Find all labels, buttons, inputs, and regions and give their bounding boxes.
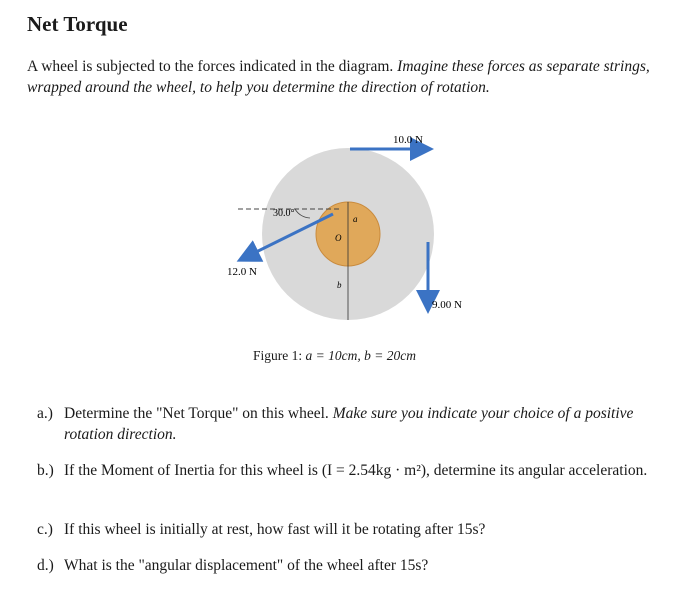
question-label: c.) <box>37 521 53 538</box>
question-italic: Make sure you indicate your choice of a positive rotation direction. <box>64 405 634 443</box>
question-label: d.) <box>37 557 54 574</box>
question-text: If the Moment of Inertia for this wheel is (I = 2.54kg · m²), determine its angular acceleration. <box>64 462 648 479</box>
question-label: a.) <box>37 405 53 422</box>
question-b <box>37 460 677 481</box>
question-label: b.) <box>37 462 54 479</box>
problem-intro <box>27 56 677 98</box>
radius-b-label: b <box>337 280 342 290</box>
force-right-label: 9.00 N <box>432 299 462 311</box>
angle-label: 30.0° <box>273 208 295 219</box>
page-title: Net Torque <box>27 12 128 36</box>
caption-prefix: Figure 1: <box>253 348 303 363</box>
figure-caption <box>253 348 416 364</box>
question-text: If this wheel is initially at rest, how fast will it be rotating after 15s? <box>64 521 486 538</box>
force-left-label: 12.0 N <box>227 266 257 278</box>
force-top-label: 10.0 N <box>393 134 423 146</box>
intro-plain: A wheel is subjected to the forces indicated in the diagram. <box>27 58 394 75</box>
intro-italic: Imagine these forces as separate strings, wrapped around the wheel, to help you determine the direction of rotation. <box>27 58 650 96</box>
question-text: What is the "angular displacement" of the wheel after 15s? <box>64 557 429 574</box>
radius-a-label: a <box>353 214 358 224</box>
caption-text: a = 10cm, b = 20cm <box>305 348 416 363</box>
question-c <box>37 519 677 540</box>
question-d <box>37 555 677 576</box>
wheel-diagram <box>200 130 500 330</box>
question-text: Determine the "Net Torque" on this wheel. <box>64 405 329 422</box>
question-a <box>37 403 677 445</box>
center-o-label: O <box>335 233 342 243</box>
